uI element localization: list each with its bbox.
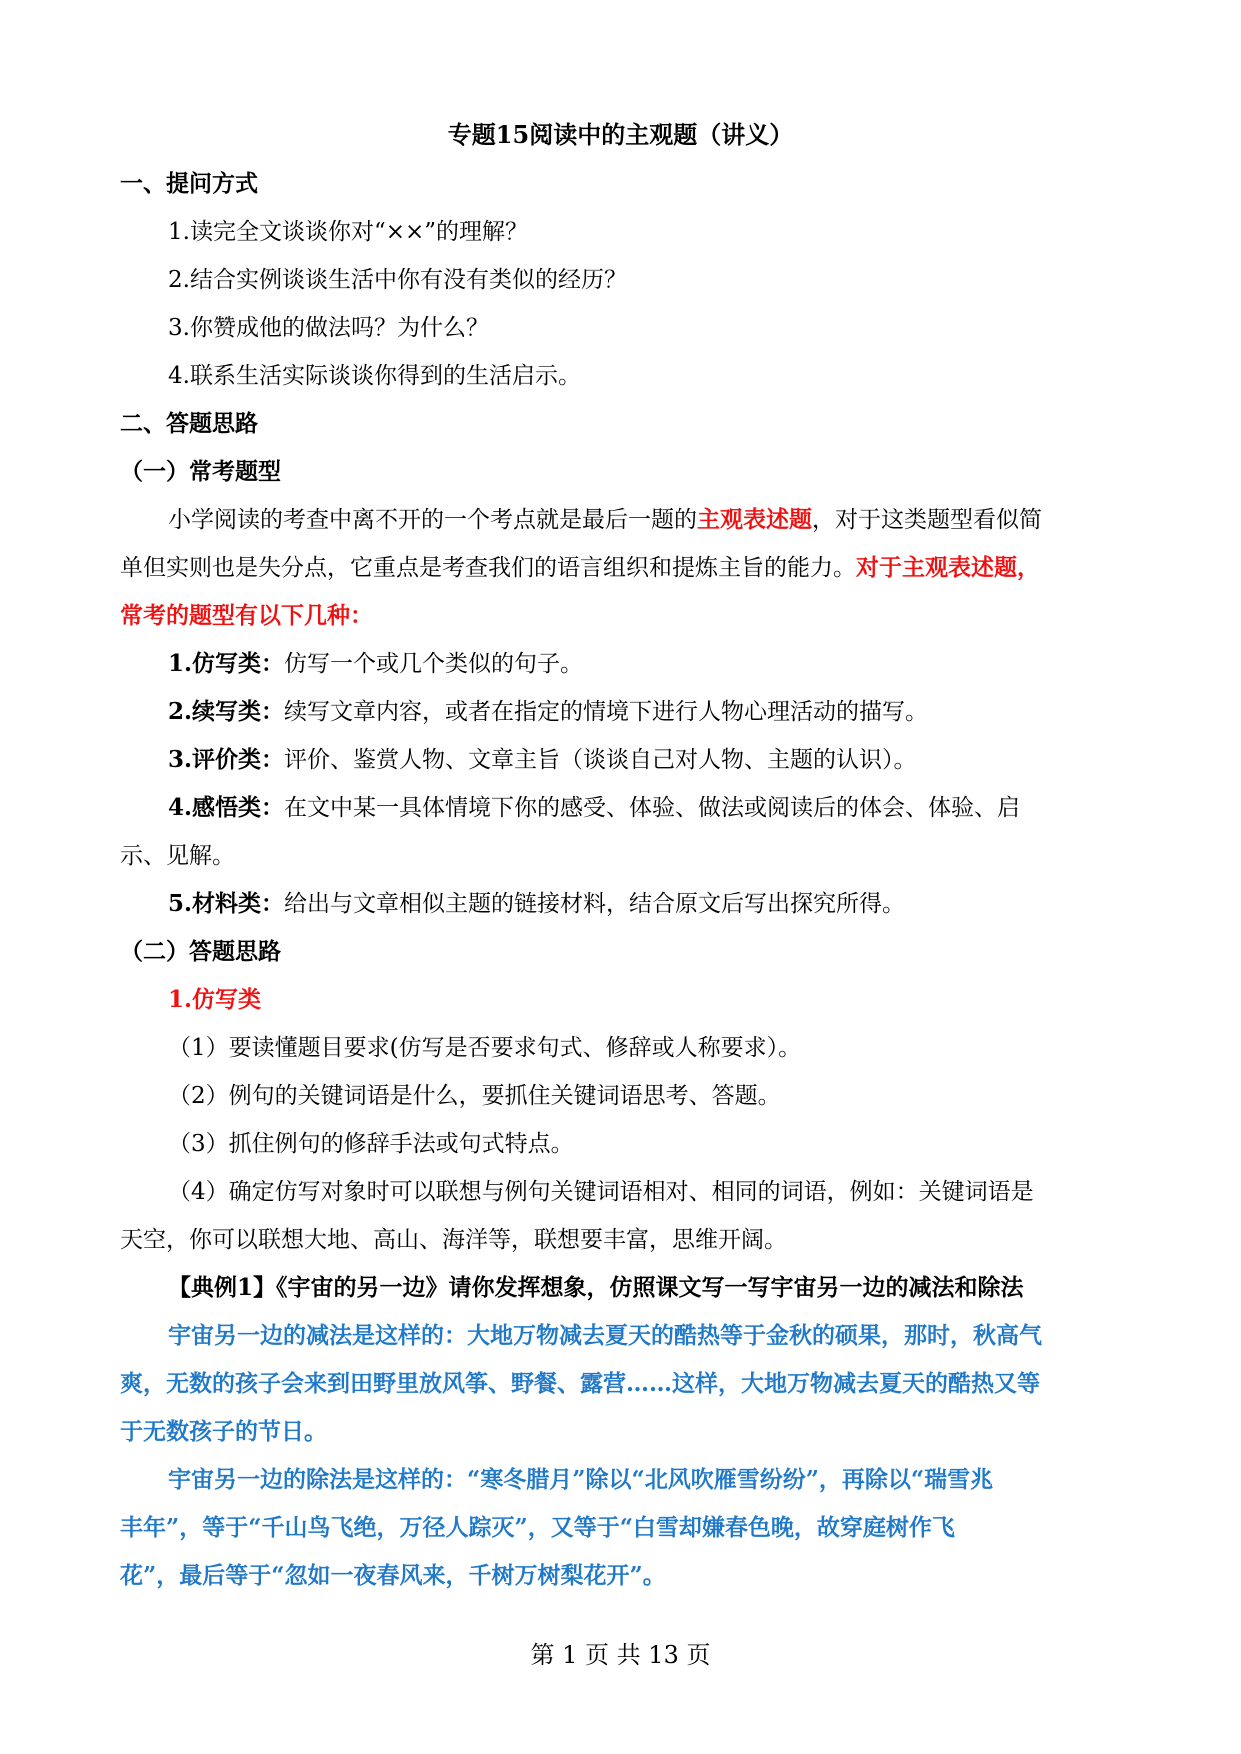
type-item — [168, 695, 1130, 729]
type-item — [168, 887, 1130, 921]
type-item — [168, 791, 1130, 825]
page-title: 专题15阅读中的主观题（讲义） — [447, 120, 794, 149]
type-item-continued — [120, 839, 1130, 873]
step-item: （3）抓住例句的修辞手法或句式特点。 — [168, 1131, 574, 1157]
type-text: 仿写一个或几个类似的句子。 — [284, 651, 584, 677]
paragraph-text: 单但实则也是失分点，它重点是考查我们的语言组织和提炼主旨的能力。 — [120, 555, 856, 581]
type-label: 4.感悟类： — [168, 794, 285, 821]
section-heading: 一、提问方式 — [120, 170, 258, 197]
example-heading: 【典例1】《宇宙的另一边》请你发挥想象，仿照课文写一写宇宙另一边的减法和除法 — [168, 1274, 1024, 1301]
highlight-text: 常考的题型有以下几种： — [120, 602, 373, 629]
paragraph-text: 小学阅读的考查中离不开的一个考点就是最后一题的 — [168, 507, 697, 533]
section-heading: 二、答题思路 — [120, 410, 258, 437]
answer-line: 爽，无数的孩子会来到田野里放风筝、野餐、露营……这样，大地万物减去夏天的酷热又等 — [120, 1370, 1040, 1397]
type-text: 给出与文章相似主题的链接材料，结合原文后写出探究所得。 — [284, 891, 906, 917]
type-text: 评价、鉴赏人物、文章主旨（谈谈自己对人物、主题的认识）。 — [284, 747, 917, 773]
question-item: 3.你赞成他的做法吗？为什么？ — [168, 315, 489, 341]
answer-line: 宇宙另一边的除法是这样的：“寒冬腊月”除以“北风吹雁雪纷纷”，再除以“瑞雪兆 — [168, 1466, 994, 1493]
type-label: 3.评价类： — [168, 746, 285, 773]
answer-line: 花”，最后等于“忽如一夜春风来，千树万树梨花开”。 — [120, 1562, 666, 1589]
type-item — [168, 647, 1130, 681]
step-item: （1）要读懂题目要求(仿写是否要求句式、修辞或人称要求）。 — [168, 1035, 802, 1061]
step-item: （4）确定仿写对象时可以联想与例句关键词语相对、相同的词语，例如：关键词语是 — [168, 1179, 1034, 1205]
subsection-heading: （二）答题思路 — [120, 938, 281, 965]
question-item: 4.联系生活实际谈谈你得到的生活启示。 — [168, 363, 581, 389]
step-item: （2）例句的关键词语是什么，要抓住关键词语思考、答题。 — [168, 1083, 781, 1109]
type-text: 示、见解。 — [120, 843, 235, 869]
question-item: 1.读完全文谈谈你对“××”的理解？ — [168, 219, 529, 245]
type-label: 5.材料类： — [168, 890, 285, 917]
highlight-text: 主观表述题 — [697, 506, 812, 533]
paragraph-line — [168, 503, 1130, 537]
answer-line: 宇宙另一边的减法是这样的：大地万物减去夏天的酷热等于金秋的硕果，那时，秋高气 — [168, 1322, 1042, 1349]
page-footer: 第 1 页 共 13 页 — [530, 1641, 711, 1669]
type-text: 续写文章内容，或者在指定的情境下进行人物心理活动的描写。 — [284, 699, 929, 725]
paragraph-line — [120, 551, 1130, 585]
type-item — [168, 743, 1130, 777]
type-heading: 1.仿写类 — [168, 986, 262, 1013]
subsection-heading: （一）常考题型 — [120, 458, 281, 485]
paragraph-text: ，对于这类题型看似简 — [812, 507, 1042, 533]
answer-line: 于无数孩子的节日。 — [120, 1418, 327, 1445]
type-label: 2.续写类： — [168, 698, 285, 725]
step-item-continued: 天空，你可以联想大地、高山、海洋等，联想要丰富，思维开阔。 — [120, 1227, 787, 1253]
type-text: 在文中某一具体情境下你的感受、体验、做法或阅读后的体会、体验、启 — [284, 795, 1021, 821]
highlight-text: 对于主观表述题， — [856, 554, 1040, 581]
question-item: 2.结合实例谈谈生活中你有没有类似的经历？ — [168, 267, 627, 293]
answer-line: 丰年”，等于“千山鸟飞绝，万径人踪灭”，又等于“白雪却嫌春色晚，故穿庭树作飞 — [120, 1514, 955, 1541]
type-label: 1.仿写类： — [168, 650, 285, 677]
